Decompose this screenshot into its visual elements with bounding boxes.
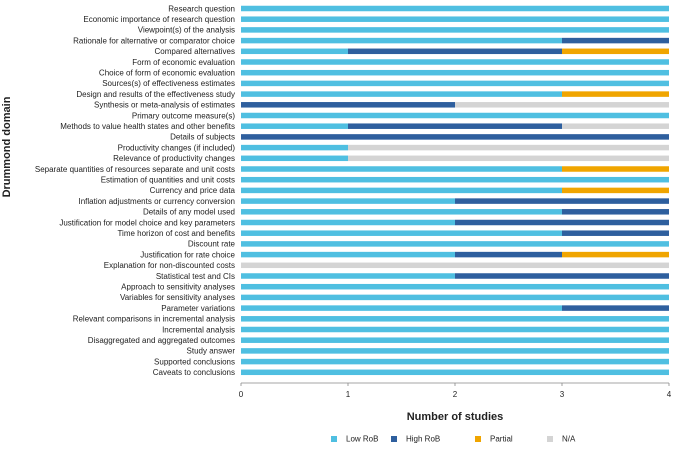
legend-item-n-a xyxy=(547,435,576,444)
bar-segment-low-rob xyxy=(241,337,669,343)
category-label: Incremental analysis xyxy=(162,325,235,335)
legend-swatch xyxy=(475,436,481,442)
category-label: Choice of form of economic evaluation xyxy=(98,68,235,78)
bar-segment-n-a xyxy=(562,123,669,129)
bar-segment-low-rob xyxy=(241,220,455,226)
bar-segment-high-rob xyxy=(348,123,562,129)
bar-segment-high-rob xyxy=(562,209,669,215)
bar-segment-low-rob xyxy=(241,348,669,354)
bar-segment-low-rob xyxy=(241,198,455,204)
category-label: Design and results of the effectiveness study xyxy=(76,89,235,99)
category-label: Form of economic evaluation xyxy=(132,57,235,67)
bar-segment-high-rob xyxy=(455,273,669,279)
bar-segment-low-rob xyxy=(241,166,562,172)
bar-segment-n-a xyxy=(241,263,669,269)
legend-label: N/A xyxy=(562,434,576,444)
bar-segment-low-rob xyxy=(241,295,669,301)
bar-segment-high-rob xyxy=(455,252,562,258)
bar-segment-low-rob xyxy=(241,113,669,119)
bars-layer xyxy=(241,6,669,375)
category-label: Details of any model used xyxy=(142,207,235,217)
bar-segment-low-rob xyxy=(241,284,669,290)
bar-segment-n-a xyxy=(348,156,669,162)
bar-segment-low-rob xyxy=(241,241,669,247)
category-label: Inflation adjustments or currency conversion xyxy=(78,196,235,206)
category-label: Methods to value health states and other benefits xyxy=(60,122,235,131)
bar-segment-n-a xyxy=(455,102,669,108)
bar-segment-high-rob xyxy=(241,134,669,140)
bar-segment-high-rob xyxy=(562,305,669,311)
category-label: Sources(s) of effectiveness estimates xyxy=(102,79,235,89)
x-tick-label: 2 xyxy=(452,390,458,399)
category-label: Productivity changes (if included) xyxy=(117,143,235,153)
bar-segment-low-rob xyxy=(241,273,455,279)
category-label: Caveats to conclusions xyxy=(152,368,235,378)
category-label: Time horizon of cost and benefits xyxy=(117,229,235,238)
bar-segment-high-rob xyxy=(455,220,669,226)
category-label: Estimation of quantities and unit costs xyxy=(100,175,235,185)
legend-item-low-rob xyxy=(331,435,378,444)
bar-segment-low-rob xyxy=(241,91,562,97)
category-label: Justification for rate choice xyxy=(140,250,235,260)
legend-label: High RoB xyxy=(406,434,441,444)
category-label: Rationale for alternative or comparator choice xyxy=(73,36,235,46)
bar-segment-low-rob xyxy=(241,16,669,22)
category-label: Relevance of productivity changes xyxy=(113,154,235,164)
category-label: Details of subjects xyxy=(170,132,235,142)
x-tick-label: 0 xyxy=(238,390,244,399)
category-label: Supported conclusions xyxy=(154,357,235,367)
bar-segment-low-rob xyxy=(241,6,669,12)
category-label: Variables for sensitivity analyses xyxy=(119,293,235,303)
bar-segment-high-rob xyxy=(348,49,562,55)
bar-segment-low-rob xyxy=(241,209,562,215)
bar-segment-low-rob xyxy=(241,359,669,365)
category-label: Explanation for non-discounted costs xyxy=(103,261,235,271)
bar-segment-low-rob xyxy=(241,316,669,322)
category-label: Relevant comparisons in incremental analysis xyxy=(72,314,235,324)
bar-segment-low-rob xyxy=(241,188,562,194)
category-label: Separate quantities of resources separate and unit costs xyxy=(34,164,235,174)
bar-segment-low-rob xyxy=(241,370,669,376)
category-label: Research question xyxy=(168,4,235,14)
legend-item-partial xyxy=(475,435,513,444)
legend-label: Partial xyxy=(490,434,513,444)
category-label: Compared alternatives xyxy=(154,47,235,57)
bar-segment-low-rob xyxy=(241,49,348,55)
bar-segment-high-rob xyxy=(455,198,669,204)
category-label: Economic importance of research question xyxy=(83,15,235,24)
bar-segment-low-rob xyxy=(241,327,669,333)
category-label: Viewpoint(s) of the analysis xyxy=(137,25,235,35)
x-tick-label: 1 xyxy=(345,390,351,399)
category-label: Disaggregated and aggregated outcomes xyxy=(87,336,235,345)
legend xyxy=(331,435,576,444)
category-labels xyxy=(35,4,236,377)
legend-swatch xyxy=(547,436,553,442)
category-label: Study answer xyxy=(186,346,235,356)
category-label: Synthesis or meta-analysis of estimates xyxy=(94,100,235,110)
bar-segment-low-rob xyxy=(241,230,562,236)
bar-segment-high-rob xyxy=(562,230,669,236)
bar-segment-low-rob xyxy=(241,156,348,162)
x-axis-title: Number of studies xyxy=(406,411,504,423)
category-label: Justification for model choice and key parameters xyxy=(59,218,235,228)
legend-label: Low RoB xyxy=(346,434,379,444)
category-label: Currency and price data xyxy=(149,186,235,196)
x-tick-label: 3 xyxy=(559,390,565,399)
legend-item-high-rob xyxy=(391,435,440,444)
bar-segment-partial xyxy=(562,252,669,258)
bar-segment-low-rob xyxy=(241,252,455,258)
category-label: Statistical test and CIs xyxy=(155,271,235,281)
bar-segment-low-rob xyxy=(241,27,669,33)
bar-segment-partial xyxy=(562,188,669,194)
bar-segment-n-a xyxy=(348,145,669,151)
bar-segment-low-rob xyxy=(241,145,348,151)
bar-segment-low-rob xyxy=(241,123,348,129)
bar-segment-partial xyxy=(562,166,669,172)
bar-segment-low-rob xyxy=(241,70,669,76)
bar-segment-low-rob xyxy=(241,305,562,311)
category-label: Primary outcome measure(s) xyxy=(131,111,235,121)
bar-segment-low-rob xyxy=(241,81,669,87)
category-label: Approach to sensitivity analyses xyxy=(121,282,235,292)
bar-segment-high-rob xyxy=(562,38,669,44)
category-label: Parameter variations xyxy=(161,303,235,313)
legend-swatch xyxy=(331,436,337,442)
bar-segment-low-rob xyxy=(241,59,669,65)
legend-swatch xyxy=(391,436,397,442)
bar-segment-low-rob xyxy=(241,177,669,183)
bar-segment-high-rob xyxy=(241,102,455,108)
bar-segment-partial xyxy=(562,91,669,97)
category-label: Discount rate xyxy=(187,239,235,249)
x-axis-ticks xyxy=(239,383,672,399)
x-tick-label: 4 xyxy=(666,390,672,399)
bar-segment-low-rob xyxy=(241,38,562,44)
y-axis-title: Drummond domain xyxy=(1,96,13,198)
bar-segment-partial xyxy=(562,49,669,55)
